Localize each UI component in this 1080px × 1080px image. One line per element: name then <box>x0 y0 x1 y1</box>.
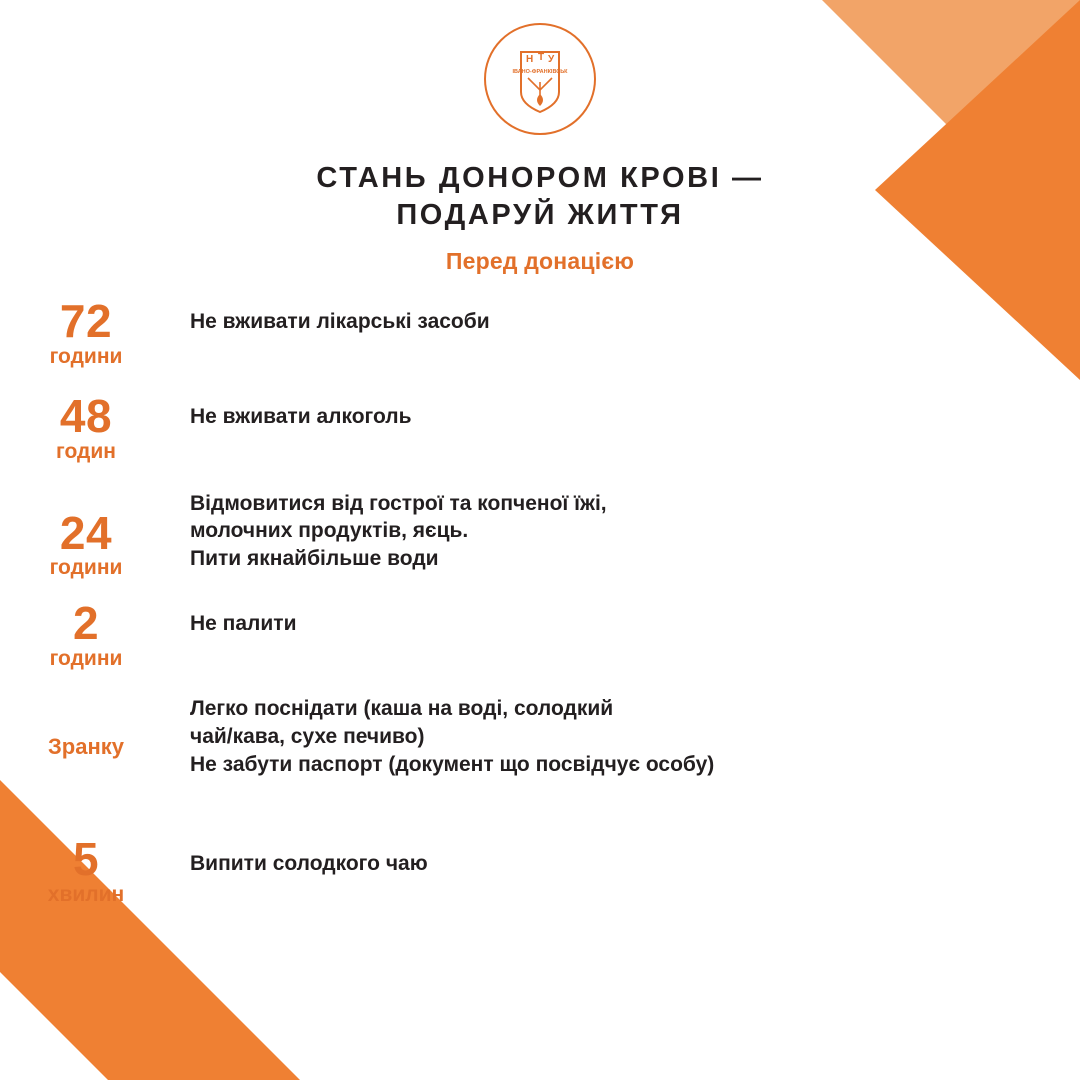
timing-label <box>0 389 190 464</box>
timing-unit: годин <box>56 439 116 463</box>
page-title <box>180 160 900 234</box>
instruction-list <box>0 295 1080 915</box>
instruction-line: Пити якнайбільше води <box>190 547 439 571</box>
instruction-text <box>190 490 1080 573</box>
instruction-text <box>190 300 1080 336</box>
instruction-line: Не забути паспорт (документ що посвідчує особу) <box>190 752 715 776</box>
logo <box>484 23 596 135</box>
page-title-line-1: СТАНЬ ДОНОРОМ КРОВІ — <box>316 162 764 194</box>
timing-label <box>0 597 190 671</box>
timing-unit: години <box>49 556 123 580</box>
timing-label <box>0 295 190 369</box>
timing-unit: Зранку <box>48 734 124 760</box>
svg-text:ІВАНО-ФРАНКІВСЬК: ІВАНО-ФРАНКІВСЬК <box>512 69 568 75</box>
timing-unit: години <box>49 647 123 671</box>
timing-number: 48 <box>59 389 113 442</box>
timing-unit: години <box>49 344 123 368</box>
instruction-line: чай/кава, сухе печиво) <box>190 725 425 749</box>
instruction-line: молочних продуктів, яєць. <box>190 519 469 543</box>
logo-emblem-icon <box>497 36 583 122</box>
timing-number: 24 <box>59 506 113 559</box>
decor-bottom-left-light <box>0 890 190 1080</box>
instruction-line: Не вживати лікарські засоби <box>190 310 490 333</box>
list-item <box>0 597 1080 671</box>
list-item <box>0 833 1080 907</box>
timing-number: 2 <box>72 597 100 650</box>
list-item <box>0 389 1080 464</box>
decor-bottom-left-notch <box>0 972 108 1080</box>
instruction-text <box>190 838 1080 878</box>
instruction-line: Випити солодкого чаю <box>190 852 428 876</box>
instruction-line: Легко поснідати (каша на воді, солодкий <box>190 697 614 721</box>
timing-label <box>0 833 190 907</box>
instruction-text <box>190 602 1080 638</box>
instruction-line: Відмовитися від гострої та копченої їжі, <box>190 491 607 515</box>
list-item <box>0 695 1080 778</box>
logo-circle <box>484 23 596 135</box>
svg-text:Т: Т <box>538 52 545 63</box>
timing-number: 5 <box>72 833 100 886</box>
list-item <box>0 490 1080 581</box>
timing-number: 72 <box>59 295 113 347</box>
instruction-text <box>190 695 1080 778</box>
instruction-line: Не палити <box>190 612 297 636</box>
timing-label <box>0 695 190 759</box>
timing-unit: хвилин <box>47 883 125 907</box>
instruction-text <box>190 395 1080 431</box>
svg-text:У: У <box>548 54 555 65</box>
list-item <box>0 295 1080 369</box>
instruction-line: Не вживати алкоголь <box>190 404 412 428</box>
page-title-line-2: ПОДАРУЙ ЖИТТЯ <box>396 199 684 232</box>
page-subtitle: Перед донацією <box>445 248 635 275</box>
timing-label <box>0 490 190 581</box>
header <box>0 160 1080 275</box>
svg-text:Н: Н <box>526 54 534 65</box>
